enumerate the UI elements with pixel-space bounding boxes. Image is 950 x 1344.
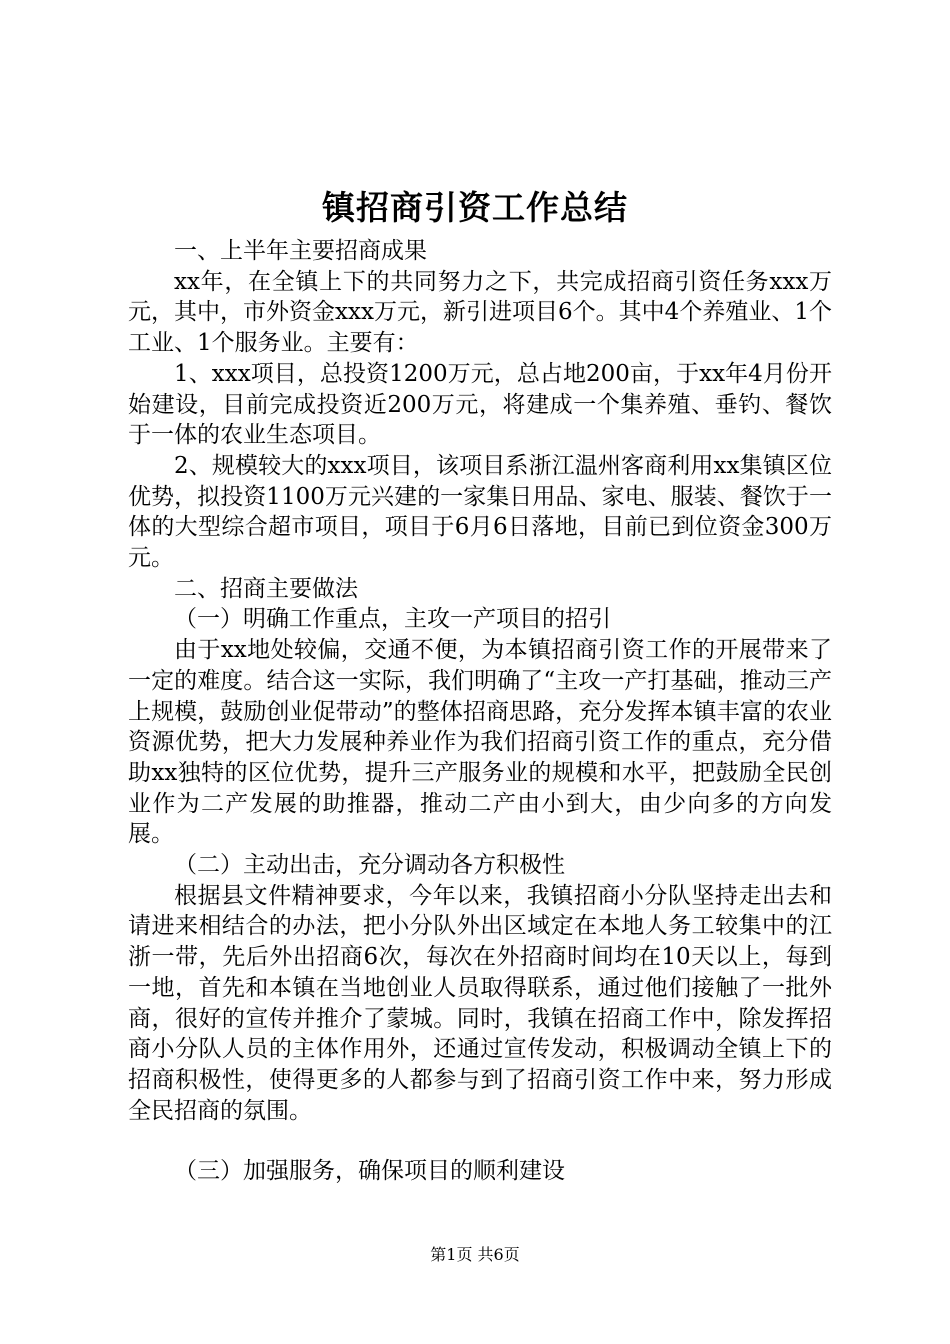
body-paragraph: 1、xxx项目，总投资1200万元，总占地200亩，于xx年4月份开始建设，目前完成投资近200万元，将建成一个集养殖、垂钓、餐饮于一体的农业生态项目。 xyxy=(128,360,832,449)
section-heading: 二、招商主要做法 xyxy=(174,575,358,602)
section-heading: 一、上半年主要招商成果 xyxy=(174,238,427,264)
subsection-heading: （三）加强服务，确保项目的顺利建设 xyxy=(174,1158,565,1185)
subsection-heading: （一）明确工作重点，主攻一产项目的招引 xyxy=(174,606,611,633)
document-title: 镇招商引资工作总结 xyxy=(322,188,628,227)
document-body xyxy=(128,236,832,1187)
body-paragraph: xx年，在全镇上下的共同努力之下，共完成招商引资任务xxx万元，其中，市外资金xxx万元，新引进项目6个。其中4个养殖业、1个工业、1个服务业。主要有： xyxy=(128,268,832,357)
body-paragraph: 根据县文件精神要求，今年以来，我镇招商小分队坚持走出去和请进来相结合的办法，把小分队外出区域定在本地人务工较集中的江浙一带，先后外出招商6次，每次在外招商时间均在10天以上，每到一地，首先和本镇在当地创业人员取得联系，通过他们接触了一批外商，很好的宣传并推介了蒙城。同时，我镇在招商工作中，除发挥招商小分队人员的主体作用外，还通过宣传发动，积极调动全镇上下的招商积极性，使得更多的人都参与到了招商引资工作中来，努力形成全民招商的氛围。 xyxy=(128,882,832,1124)
body-paragraph: 2、规模较大的xxx项目，该项目系浙江温州客商利用xx集镇区位优势，拟投资1100万元兴建的一家集日用品、家电、服装、餐饮于一体的大型综合超市项目，项目于6月6日落地，目前已到位资金300万元。 xyxy=(128,452,832,572)
subsection-heading: （二）主动出击，充分调动各方积极性 xyxy=(174,852,565,879)
page-footer: 第1页 共6页 xyxy=(430,1245,520,1264)
body-paragraph: 由于xx地处较偏，交通不便，为本镇招商引资工作的开展带来了一定的难度。结合这一实际，我们明确了“主攻一产打基础，推动三产上规模，鼓励创业促带动”的整体招商思路，充分发挥本镇丰富的农业资源优势，把大力发展种养业作为我们招商引资工作的重点，充分借助xx独特的区位优势，提升三产服务业的规模和水平，把鼓励全民创业作为二产发展的助推器，推动二产由小到大，由少向多的方向发展。 xyxy=(128,637,832,848)
